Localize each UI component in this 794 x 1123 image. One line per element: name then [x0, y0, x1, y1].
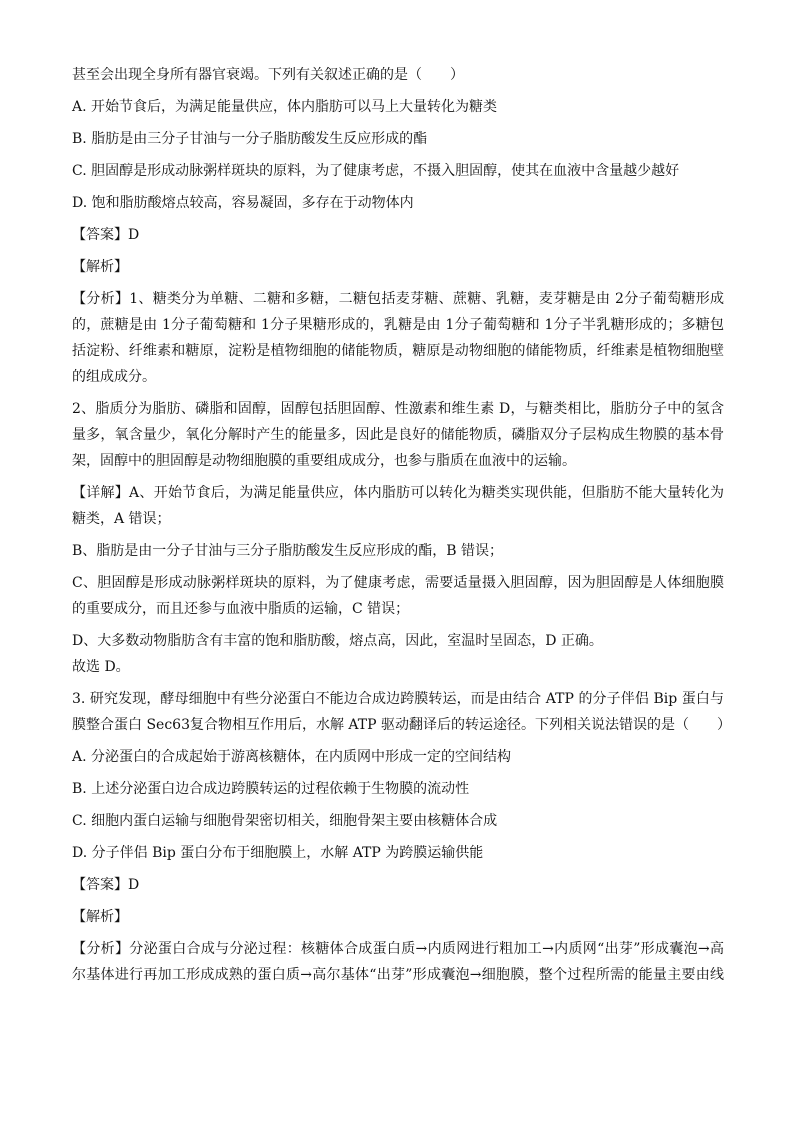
analysis-line: 架，固醇中的胆固醇是动物细胞膜的重要组成成分，也参与脂质在血液中的运输。	[72, 453, 576, 469]
q3-analysis-heading: 【解析】	[72, 909, 128, 925]
q3-option-b: B. 上述分泌蛋白边合成边跨膜转运的过程依赖于生物膜的流动性	[72, 781, 470, 797]
detail-line-b: B、脂肪是由一分子甘油与三分子脂肪酸发生反应形成的酯，B 错误；	[72, 543, 504, 559]
question-3-stem: 3. 研究发现，酵母细胞中有些分泌蛋白不能边合成边跨膜转运，而是由结合 ATP 的分子伴侣 Bip 蛋白与	[72, 691, 724, 707]
q3-answer-label: 【答案】D	[72, 877, 140, 893]
analysis-line: 的组成成分。	[72, 369, 156, 385]
question-3-stem: 膜整合蛋白 Sec63复合物相互作用后，水解 ATP 驱动翻译后的转运途径。下列相关说法错误的是（ ）	[72, 717, 731, 733]
analysis-line: 2、脂质分为脂肪、磷脂和固醇，固醇包括胆固醇、性激素和维生素 D，与糖类相比，脂肪分子中的氢含	[72, 401, 724, 417]
analysis-line: 【分析】1、糖类分为单糖、二糖和多糖，二糖包括麦芽糖、蔗糖、乳糖，麦芽糖是由 2分子葡萄糖形成	[72, 291, 724, 307]
detail-line: 【详解】A、开始节食后，为满足能量供应，体内脂肪可以转化为糖类实现供能，但脂肪不能大量转化为	[72, 485, 724, 501]
detail-line-d: D、大多数动物脂肪含有丰富的饱和脂肪酸，熔点高，因此，室温时呈固态，D 正确。	[72, 633, 603, 649]
conclusion: 故选 D。	[72, 659, 130, 675]
option-d: D. 饱和脂肪酸熔点较高，容易凝固，多存在于动物体内	[72, 195, 414, 211]
analysis-heading: 【解析】	[72, 259, 128, 275]
page-content	[72, 62, 731, 988]
analysis-line: 量多，氧含量少，氧化分解时产生的能量多，因此是良好的储能物质，磷脂双分子层构成生物膜的基本骨	[72, 427, 724, 443]
detail-line-c: 的重要成分，而且还参与血液中脂质的运输，C 错误；	[72, 601, 410, 617]
question-stem-tail: 甚至会出现全身所有器官衰竭。下列有关叙述正确的是（ ）	[72, 67, 464, 83]
detail-line-c: C、胆固醇是形成动脉粥样斑块的原料，为了健康考虑，需要适量摄入胆固醇，因为胆固醇是人体细胞膜	[72, 575, 724, 591]
option-b: B. 脂肪是由三分子甘油与一分子脂肪酸发生反应形成的酯	[72, 131, 428, 147]
analysis-line: 括淀粉、纤维素和糖原，淀粉是植物细胞的储能物质，糖原是动物细胞的储能物质，纤维素是植物细胞壁	[72, 343, 724, 359]
q3-option-d: D. 分子伴侣 Bip 蛋白分布于细胞膜上，水解 ATP 为跨膜运输供能	[72, 845, 484, 861]
q3-option-a: A. 分泌蛋白的合成起始于游离核糖体，在内质网中形成一定的空间结构	[72, 749, 512, 765]
q3-analysis-line: 尔基体进行再加工形成成熟的蛋白质→高尔基体“出芽”形成囊泡→细胞膜，整个过程所需的能量主要由线	[72, 967, 724, 983]
analysis-line: 的，蔗糖是由 1分子葡萄糖和 1分子果糖形成的，乳糖是由 1分子葡萄糖和 1分子半乳糖形成的；多糖包	[72, 317, 724, 333]
option-c: C. 胆固醇是形成动脉粥样斑块的原料，为了健康考虑，不摄入胆固醇，使其在血液中含量越少越好	[72, 163, 680, 179]
q3-analysis-line: 【分析】分泌蛋白合成与分泌过程：核糖体合成蛋白质→内质网进行粗加工→内质网“出芽”形成囊泡→高	[72, 941, 724, 957]
answer-label: 【答案】D	[72, 227, 140, 243]
q3-option-c: C. 细胞内蛋白运输与细胞骨架密切相关，细胞骨架主要由核糖体合成	[72, 813, 498, 829]
option-a: A. 开始节食后，为满足能量供应，体内脂肪可以马上大量转化为糖类	[72, 99, 498, 115]
detail-line: 糖类，A 错误；	[72, 511, 171, 527]
